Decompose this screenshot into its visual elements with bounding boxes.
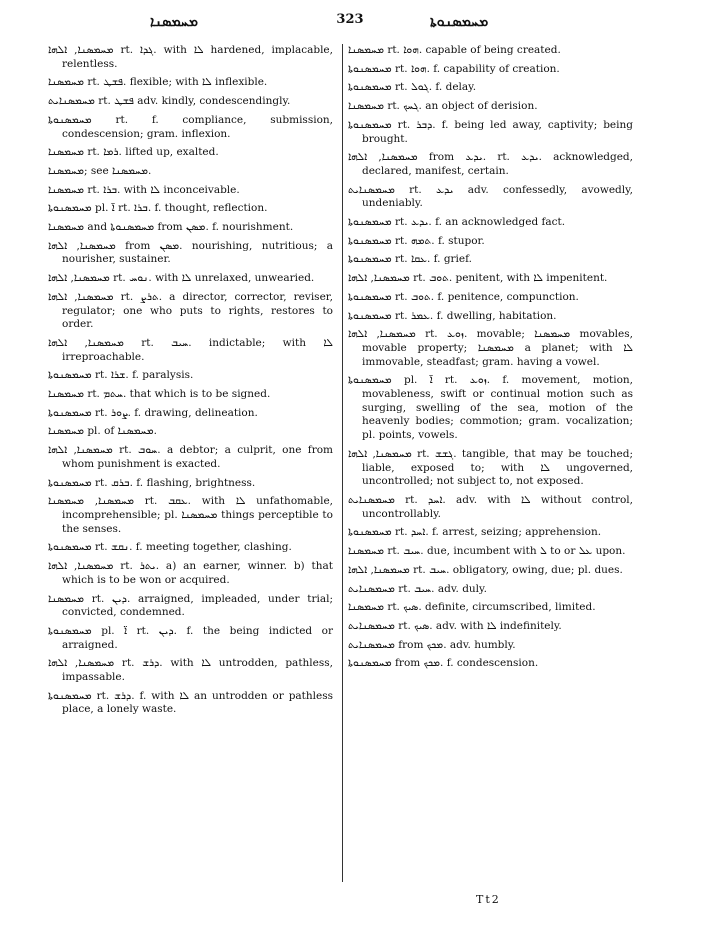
dictionary-entry: ܡܚܡܣܢܐ rt. ܓܚܟ. an object of derision. (348, 100, 538, 113)
dictionary-entry: ܡܚܡܣܢܘܬܐ rt. ܥܩܐ. f. grief. (348, 253, 472, 266)
dictionary-entry: ܡܚܡܣܢܘܬܐ rt. ܬܘܒ. f. penitence, compunction. (348, 290, 579, 303)
dictionary-entry: ܡܚܡܣܢܐܝܬ rt. ܚܝܒ. adv. duly. (348, 582, 487, 595)
dictionary-entry: ܡܚܡܣܢܐ, ܐܠܗܐ rt. ܕܪܫ. with ܠܐ untrodden, pathless, impassable. (48, 657, 333, 684)
dictionary-entry: ܡܚܡܣܢܐ rt. ܪܡܐ. lifted up, exalted. (48, 146, 219, 159)
dictionary-entry: ܡܚܡܣܢܘܬܐ rt. ܬܡܗ. f. stupor. (348, 234, 485, 247)
dictionary-entry: ܡܚܡܣܢܘܬܐ rt. ܕܒܪ. f. being led away, captivity; being brought. (348, 118, 633, 145)
dictionary-entry: ܡܚܡܣܢܘܬܐ pl. ܐ̈ rt. ܒܪܐ. f. thought, reflection. (48, 202, 268, 215)
dictionary-entry: ܡܚܡܣܢܐ, ܐܠܗܐ rt. ܚܝܒ. indictable; with ܠܐ irreproachable. (48, 336, 333, 363)
signature-mark: Tt2 (476, 893, 501, 906)
page-number: 323 (336, 12, 364, 27)
dictionary-entry: ܡܚܡܣܢܘܬܐ pl. ܐ̈ rt. ܙܘܥ. f. movement, motion, movableness, swift or continual motion such as surging, swelling of the sea, motion of the heavenly bodies; commotion; gram. vocalization; pl. points, vowels. (348, 374, 633, 442)
dictionary-entry: ܡܚܡܣܢܐ, ܐܠܗܐ rt. ܚܘܒ. a debtor; a culprit, one from whom punishment is exacted. (48, 444, 333, 470)
dictionary-entry: ܡܚܡܣܢܘܬܐ rt. ܫܪܐ. f. paralysis. (48, 369, 194, 382)
dictionary-entry: ܡܚܡܣܢܘܬܐ rt. ܢܩܫ. f. meeting together, clashing. (48, 541, 292, 554)
dictionary-entry: ܡܚܡܣܢܘܬܐ rt. ܝܕܥ. f. an acknowledged fact. (348, 216, 566, 229)
dictionary-entry: ܡܚܡܣܢܐ rt. ܗܘܐ. capable of being created. (348, 44, 561, 56)
dictionary-entry: ܡܚܡܣܢܘܬܐ rt. f. compliance, submission, condescension; gram. inflexion. (48, 113, 333, 140)
dictionary-entry: ܡܚܡܣܢܐܝܬ rt. ܐܚܕ. adv. with ܠܐ without control, uncontrollably. (348, 493, 633, 520)
dictionary-entry: ܡܚܡܣܢܐ, ܐܠܗܐ rt. ܓܫܫ. tangible, that may be touched; liable, exposed to; with ܠܐ ungoverned, uncontrolled; not subject to, not exposed. (348, 447, 633, 488)
dictionary-entry: ܡܚܡܣܢܘܬܐ rt. ܒܪܩ. f. flashing, brightness. (48, 476, 256, 489)
dictionary-entry: ܡܚܡܣܢܐ rt. ܚܬܡ. that which is to be signed. (48, 388, 271, 401)
left-column (48, 44, 333, 722)
dictionary-entry: ܡܚܡܣܢܐ, ܡܚܡܣܢܐ rt. ܥܩܒ. with ܠܐ unfathomable, incomprehensible; pl. ܡܚܡܣܢܐ things perceptible to the senses. (48, 495, 333, 535)
dictionary-entry: ܡܚܡܣܢܐ rt. ܦܫܛ. flexible; with ܠܐ inflexible. (48, 76, 268, 89)
dictionary-entry: ܡܚܡܣܢܘܬܐ rt. ܕܪܫ. f. with ܠܐ an untrodden or pathless place, a lonely waste. (48, 689, 334, 716)
dictionary-entry: ܡܚܡܣܢܐ rt. ܕܝܢ. arraigned, impleaded, under trial; convicted, condemned. (48, 592, 333, 619)
dictionary-entry: ܡܚܡܣܢܐ; see ܡܚܡܣܢܐ. (48, 164, 152, 177)
dictionary-entry: ܡܚܡܣܢܐܝܬ rt. ܝܕܥ adv. confessedly, avowedly, undeniably. (348, 183, 633, 210)
dictionary-entry: ܡܚܡܣܢܐ, ܐܠܗܐ rt. ܬܘܒ. penitent, with ܠܐ impenitent. (348, 272, 608, 285)
running-head-left: ܡܚܡܣܢܐ (150, 14, 198, 30)
dictionary-entry: ܡܚܡܣܢܘܬܐ rt. ܐܚܕ. f. arrest, seizing; apprehension. (348, 526, 602, 539)
right-column (348, 44, 633, 676)
dictionary-entry: ܡܚܡܣܢܐ, ܐܠܗܐ rt. ܙܘܥ. movable; ܡܚܡܣܢܐ movables, movable property; ܡܚܡܣܢܐ a planet; with ܠܐ immovable, steadfast; gram. having a vowel. (348, 328, 633, 368)
dictionary-entry: ܡܚܡܣܢܐܝܬ rt. ܦܫܛ adv. kindly, condescendingly. (48, 95, 291, 108)
dictionary-entry: ܡܚܡܣܢܘܬܐ pl. ܐ̈ rt. ܕܝܢ. f. the being indicted or arraigned. (48, 624, 333, 651)
running-head-right: ܡܚܡܣܢܘܬܐ (430, 14, 489, 30)
dictionary-entry: ܡܚܡܣܢܘܬܐ from ܡܟܟ. f. condescension. (348, 657, 539, 670)
dictionary-entry: ܡܚܡܣܢܘܬܐ rt. ܨܘܪ. f. drawing, delineation. (48, 406, 258, 419)
dictionary-entry: ܡܚܡܣܢܐ rt. ܒܪܐ. with ܠܐ inconceivable. (48, 183, 240, 196)
dictionary-entry: ܡܚܡܣܢܐ rt. ܣܝܟ. definite, circumscribed, limited. (348, 601, 596, 614)
dictionary-entry: ܡܚܡܣܢܐ rt. ܚܝܒ. due, incumbent with ܠ to or ܥܠ upon. (348, 545, 626, 558)
column-divider (342, 44, 343, 882)
dictionary-entry: ܡܚܡܣܢܐ, ܐܠܗܐ from ܡܣܢ. nourishing, nutritious; a nourisher, sustainer. (48, 239, 334, 266)
dictionary-entry: ܡܚܡܣܢܐ pl. of ܡܚܡܣܢܐ. (48, 425, 157, 438)
dictionary-entry: ܡܚܡܣܢܘܬܐ rt. ܗܘܐ. f. capability of creation. (348, 62, 560, 75)
dictionary-entry: ܡܚܡܣܢܐ, ܐܠܗܐ rt. ܬܪܨ. a director, corrector, reviser, regulator; one who puts to rights, restores to order. (48, 290, 333, 331)
dictionary-entry: ܡܚܡܣܢܐ, ܐܠܗܐ rt. ܓܕܐ. with ܠܐ hardened, implacable, relentless. (48, 44, 333, 70)
dictionary-entry: ܡܚܡܣܢܘܬܐ rt. ܥܡܪ. f. dwelling, habitation. (348, 309, 557, 322)
dictionary-entry: ܡܚܡܣܢܐܝܬ rt. ܣܝܟ. adv. with ܠܐ indefinitely. (348, 619, 562, 632)
dictionary-entry: ܡܚܡܣܢܘܬܐ rt. ܓܘܠ. f. delay. (348, 81, 477, 94)
dictionary-entry: ܡܚܡܣܢܐܝܬ from ܡܟܟ. adv. humbly. (348, 638, 516, 651)
dictionary-entry: ܡܚܡܣܢܐ and ܡܚܡܣܢܘܬܐ from ܡܣܢ. f. nourishment. (48, 221, 294, 234)
dictionary-entry: ܡܚܡܣܢܐ, ܐܠܗܐ rt. ܝܬܪ. a) an earner, winner. b) that which is to be won or acquired. (48, 560, 333, 586)
dictionary-entry: ܡܚܡܣܢܐ, ܐܠܗܐ rt. ܚܝܒ. obligatory, owing, due; pl. dues. (348, 563, 623, 576)
dictionary-entry: ܡܚܡܣܢܐ, ܐܠܗܐ rt. ܢܘܚ. with ܠܐ unrelaxed, unwearied. (48, 272, 315, 285)
dictionary-entry: ܡܚܡܣܢܐ, ܐܠܗܐ from ܝܕܥ. rt. ܝܕܥ. acknowledged, declared, manifest, certain. (348, 151, 633, 177)
